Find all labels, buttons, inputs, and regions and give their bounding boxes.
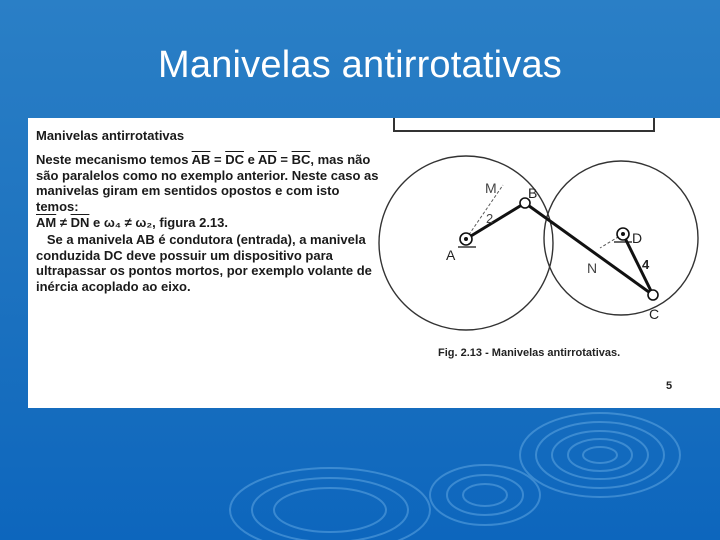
not-equal-sign: ≠ [56,215,71,231]
mechanism-diagram [378,143,720,353]
segment-bc: $\overline{BC}$ [291,152,311,168]
document-paragraph-2: Se a manivela AB é condutora (entrada), a manivela conduzida DC deve possuir um dispositivo para ultrapassar os pontos mortos, por exemplo volante de inércia acoplado ao eixo. [36,232,376,294]
segment-ad: $\overline{AD}$ [257,152,277,168]
equals-sign-2: = [276,152,292,168]
segment-am: $\overline{AM}$ [36,215,57,231]
water-ripples-decoration [0,400,720,540]
label-n: N [587,260,598,276]
equals-sign: = [210,152,226,168]
label-c: C [649,306,660,322]
slide-title: Manivelas antirrotativas [158,44,562,86]
segment-ab: $\overline{AB}$ [191,152,211,168]
label-d: D [632,230,643,246]
document-paragraph-1 [36,152,381,214]
not-equal-sign-2: ≠ [121,215,136,231]
figure-reference: , figura 2.13. [152,215,229,231]
label-a: A [446,247,456,263]
omega-2: ω₂ [135,215,153,231]
document-heading: Manivelas antirrotativas [36,128,185,143]
scanned-document [28,118,720,408]
para1-rest: , mas não são paralelos como no exemplo anterior. Neste caso as manivelas giram em sentidos opostos e com isto temos: [36,152,383,214]
figure-caption: Fig. 2.13 - Manivelas antirrotativas. [438,347,621,359]
label-link-2: 2 [486,211,494,226]
segment-dn: $\overline{DN}$ [70,215,90,231]
segment-dc: $\overline{DC}$ [225,152,244,168]
label-m: M [485,180,497,196]
link-ab [466,203,525,239]
omega-4: ω₄ [103,215,122,231]
para1-start: Neste mecanismo temos [36,152,192,168]
label-b: B [528,185,538,201]
previous-figure-frame [393,118,655,132]
page-number: 5 [666,380,673,392]
conjunction-e-2: e [89,215,104,231]
conjunction-e: e [243,152,255,168]
joint-c [648,290,658,300]
inequality-line [36,215,381,230]
label-link-4: 4 [642,257,650,272]
document-text [36,128,381,294]
